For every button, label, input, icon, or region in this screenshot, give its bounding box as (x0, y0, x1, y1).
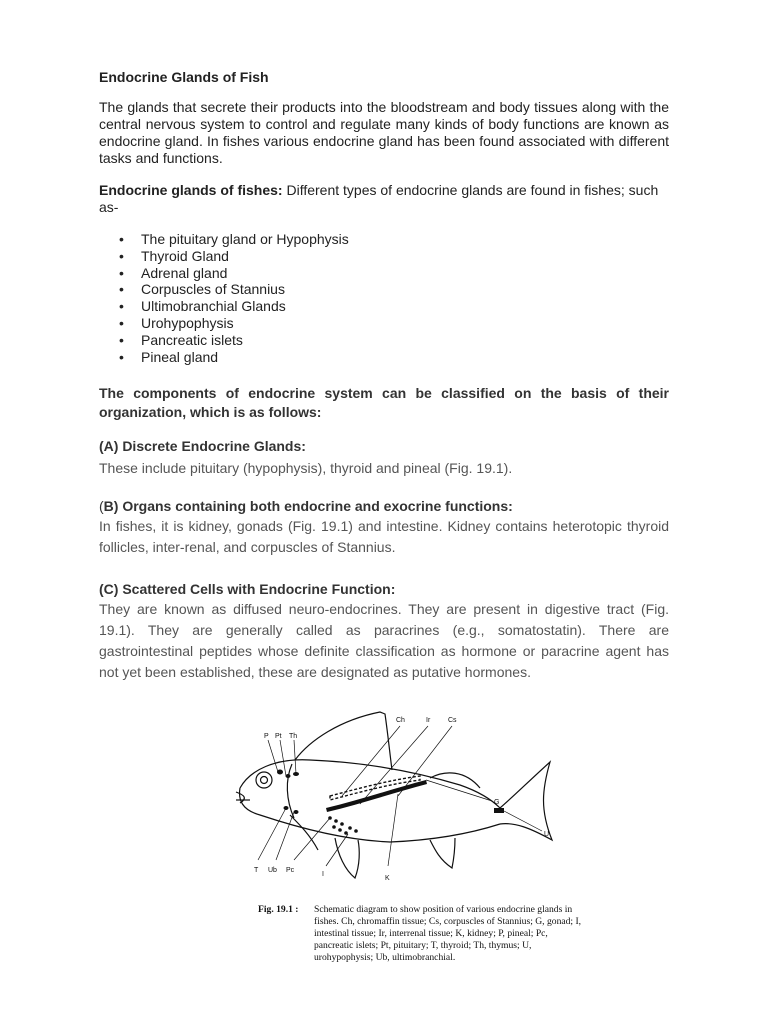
label-g: G (494, 799, 500, 806)
section-a-body: These include pituitary (hypophysis), thyroid and pineal (Fig. 19.1). (99, 460, 513, 476)
section-b-body: In fishes, it is kidney, gonads (Fig. 19.1) and intestine. Kidney contains heterotopic thyroid follicles, inter-renal, and corpuscles of Stannius. (99, 518, 669, 555)
section-c-body: They are known as diffused neuro-endocrines. They are present in digestive tract (Fig. 19.1). They are generally called as paracrines (e.g., somatostatin). There are gastrointestinal peptides whose definite classification as hormone or paracrine agent has not yet been established, these are designated as putative hormones. (99, 601, 669, 680)
label-th: Th (289, 733, 298, 740)
label-ir: Ir (426, 717, 431, 724)
list-item: • The pituitary gland or Hypophysis (99, 231, 349, 248)
list-item: • Thyroid Gland (99, 248, 349, 265)
label-ub: Ub (268, 867, 277, 874)
label-t: T (254, 867, 259, 874)
gland-list (99, 231, 349, 365)
leader-lines (258, 726, 542, 866)
section-a-heading: (A) Discrete Endocrine Glands: (99, 438, 306, 454)
caption-text: Schematic diagram to show position of various endocrine glands in fishes. Ch, chromaffin tissue; Cs, corpuscles of Stannius; G, gonad; I, intestinal tissue; Ir, interrenal tissue; K, kidney; P, pineal; Pc, pancreatic islets; Pt, pituitary; T, thyroid; Th, thymus; U, urohypophysis; Ub, ultimobranchial. (314, 904, 582, 963)
intro-paragraph: The glands that secrete their products into the bloodstream and body tissues along with the central nervous system to control and regulate many kinds of body functions are known as endocrine gland. In fishes various endocrine gland has been found associated with different tasks and functions. (99, 99, 669, 166)
fish-endocrine-diagram (230, 700, 570, 900)
label-pc: Pc (286, 867, 295, 874)
label-k: K (385, 875, 390, 882)
diagram-labels (254, 717, 549, 882)
label-u: U (544, 831, 550, 838)
list-item: • Corpuscles of Stannius (99, 281, 349, 298)
section-b-prefix: ( (99, 498, 104, 514)
list-item: • Urohypophysis (99, 315, 349, 332)
classification-paragraph: The components of endocrine system can be classified on the basis of their organization, which is as follows: (99, 385, 669, 420)
list-item: • Pineal gland (99, 349, 349, 366)
list-item: • Ultimobranchial Glands (99, 298, 349, 315)
list-item: • Pancreatic islets (99, 332, 349, 349)
fish-outline (236, 712, 552, 878)
label-pt: Pt (275, 733, 282, 740)
section-b-heading (99, 498, 513, 514)
types-paragraph (99, 182, 669, 216)
label-p: P (264, 733, 269, 740)
types-label: Endocrine glands of fishes: (99, 182, 283, 198)
list-item: • Adrenal gland (99, 265, 349, 282)
section-c-heading: (C) Scattered Cells with Endocrine Function: (99, 581, 396, 597)
types-text: Different types of endocrine glands are found in fishes; such as- (99, 182, 659, 215)
label-cs: Cs (448, 717, 457, 724)
page-title: Endocrine Glands of Fish (99, 69, 269, 85)
label-ch: Ch (396, 717, 405, 724)
caption-number: Fig. 19.1 : (258, 904, 299, 915)
section-b-heading-text: B) Organs containing both endocrine and exocrine functions: (103, 498, 513, 514)
label-i: I (322, 871, 324, 878)
